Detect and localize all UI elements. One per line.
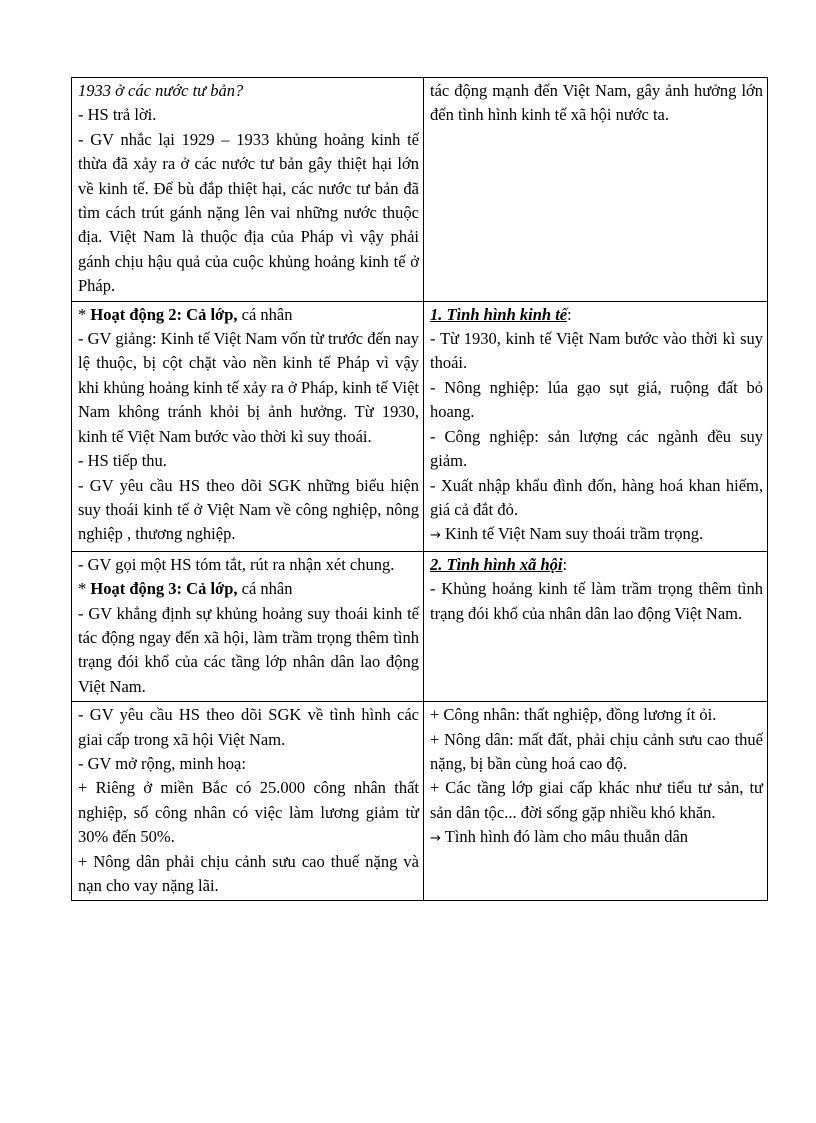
paragraph: + Nông dân phải chịu cảnh sưu cao thuế nặng và nạn cho vay nặng lãi. <box>78 851 419 895</box>
paragraph: - Nông nghiệp: lúa gạo sụt giá, ruộng đất bỏ hoang. <box>430 377 763 422</box>
lesson-plan-table <box>71 77 768 901</box>
activity-title: Hoạt động 3: Cả lớp, <box>90 579 238 599</box>
teacher-student-activities-cell <box>72 702 424 901</box>
paragraph: - GV nhắc lại 1929 – 1933 khủng hoảng kinh tế thừa đã xảy ra ở các nước tư bản gây thiệt hại lớn về kinh tế. Để bù đắp thiệt hại, các nước tư bản đã tìm cách trút gánh nặng lên vai những nước thuộc địa. Việt Nam là thuộc địa của Pháp vì vậy phải gánh chịu hậu quả của cuộc khủng hoảng kinh tế ở Pháp. <box>78 129 419 296</box>
table-row <box>72 551 768 701</box>
teacher-student-activities-cell <box>72 301 424 551</box>
section-heading <box>430 553 763 577</box>
activity-heading <box>78 577 419 601</box>
bullet-prefix: * <box>78 579 91 599</box>
paragraph: - Từ 1930, kinh tế Việt Nam bước vào thời kì suy thoái. <box>430 329 763 373</box>
activity-mode: cá nhân <box>237 304 293 324</box>
paragraph: - HS tiếp thu. <box>78 451 167 471</box>
conclusion-text: Kinh tế Việt Nam suy thoái trầm trọng. <box>440 524 704 544</box>
knowledge-content-cell <box>424 78 768 302</box>
paragraph: - GV gọi một HS tóm tắt, rút ra nhận xét chung. <box>78 554 395 574</box>
paragraph: + Nông dân: mất đất, phải chịu cảnh sưu cao thuế nặng, bị bần cùng hoá cao độ. <box>430 729 763 773</box>
teacher-student-activities-cell <box>72 551 424 701</box>
section-colon: : <box>562 554 568 574</box>
paragraph: - HS trả lời. <box>78 105 157 125</box>
paragraph: - Xuất nhập khẩu đình đốn, hàng hoá khan hiếm, giá cả đắt đỏ. <box>430 475 763 519</box>
paragraph: - GV khẳng định sự khủng hoảng suy thoái kinh tế tác động ngay đến xã hội, làm trầm trọng thêm tình trạng đói khổ của các tầng lớp nhân dân lao động Việt Nam. <box>78 603 419 696</box>
section-title: 1. Tình hình kinh tế <box>430 304 568 324</box>
conclusion <box>430 825 763 851</box>
paragraph: - GV mở rộng, minh hoạ: <box>78 753 246 773</box>
paragraph: + Riêng ở miền Bắc có 25.000 công nhân thất nghiệp, số công nhân có việc làm lương giảm từ 30% đến 50%. <box>78 778 419 847</box>
paragraph: 1933 ở các nước tư bản? <box>78 81 244 100</box>
table-row <box>72 301 768 551</box>
paragraph: - GV yêu cầu HS theo dõi SGK những biểu hiện suy thoái kinh tế ở Việt Nam về công nghiệp, nông nghiệp , thương nghiệp. <box>78 475 419 544</box>
arrow-right-icon: → <box>430 831 441 847</box>
paragraph: - Công nghiệp: sản lượng các ngành đều suy giảm. <box>430 426 763 471</box>
activity-heading <box>78 303 419 327</box>
conclusion-text: Tình hình đó làm cho mâu thuẫn dân <box>440 827 689 847</box>
section-heading <box>430 303 763 327</box>
bullet-prefix: * <box>78 304 91 324</box>
arrow-right-icon: → <box>430 528 441 544</box>
activity-mode: cá nhân <box>237 579 293 599</box>
conclusion <box>430 522 763 548</box>
paragraph: + Các tầng lớp giai cấp khác như tiểu tư sản, tư sản dân tộc... đời sống gặp nhiều khó khăn. <box>430 778 763 822</box>
paragraph: - GV giảng: Kinh tế Việt Nam vốn từ trước đến nay lệ thuộc, bị cột chặt vào nền kinh tế Pháp vì vậy khi khủng hoảng kinh tế xảy ra ở Pháp, kinh tế Việt Nam không tránh khỏi bị ảnh hưởng. Từ 1930, kinh tế Việt Nam bước vào thời kì suy thoái. <box>78 329 419 446</box>
knowledge-content-cell <box>424 301 768 551</box>
section-title: 2. Tình hình xã hội <box>430 554 563 574</box>
paragraph: - Khủng hoảng kinh tế làm trầm trọng thêm tình trạng đói khổ của nhân dân lao động Việt Nam. <box>430 579 763 623</box>
activity-title: Hoạt động 2: Cả lớp, <box>90 304 238 324</box>
table-row <box>72 702 768 901</box>
knowledge-content-cell <box>424 551 768 701</box>
paragraph: + Công nhân: thất nghiệp, đồng lương ít ỏi. <box>430 705 717 725</box>
paragraph: - GV yêu cầu HS theo dõi SGK về tình hình các giai cấp trong xã hội Việt Nam. <box>78 705 419 749</box>
paragraph: tác động mạnh đến Việt Nam, gây ảnh hưởng lớn đến tình hình kinh tế xã hội nước ta. <box>430 81 763 125</box>
table-row <box>72 78 768 302</box>
teacher-student-activities-cell <box>72 78 424 302</box>
knowledge-content-cell <box>424 702 768 901</box>
section-colon: : <box>567 304 572 324</box>
